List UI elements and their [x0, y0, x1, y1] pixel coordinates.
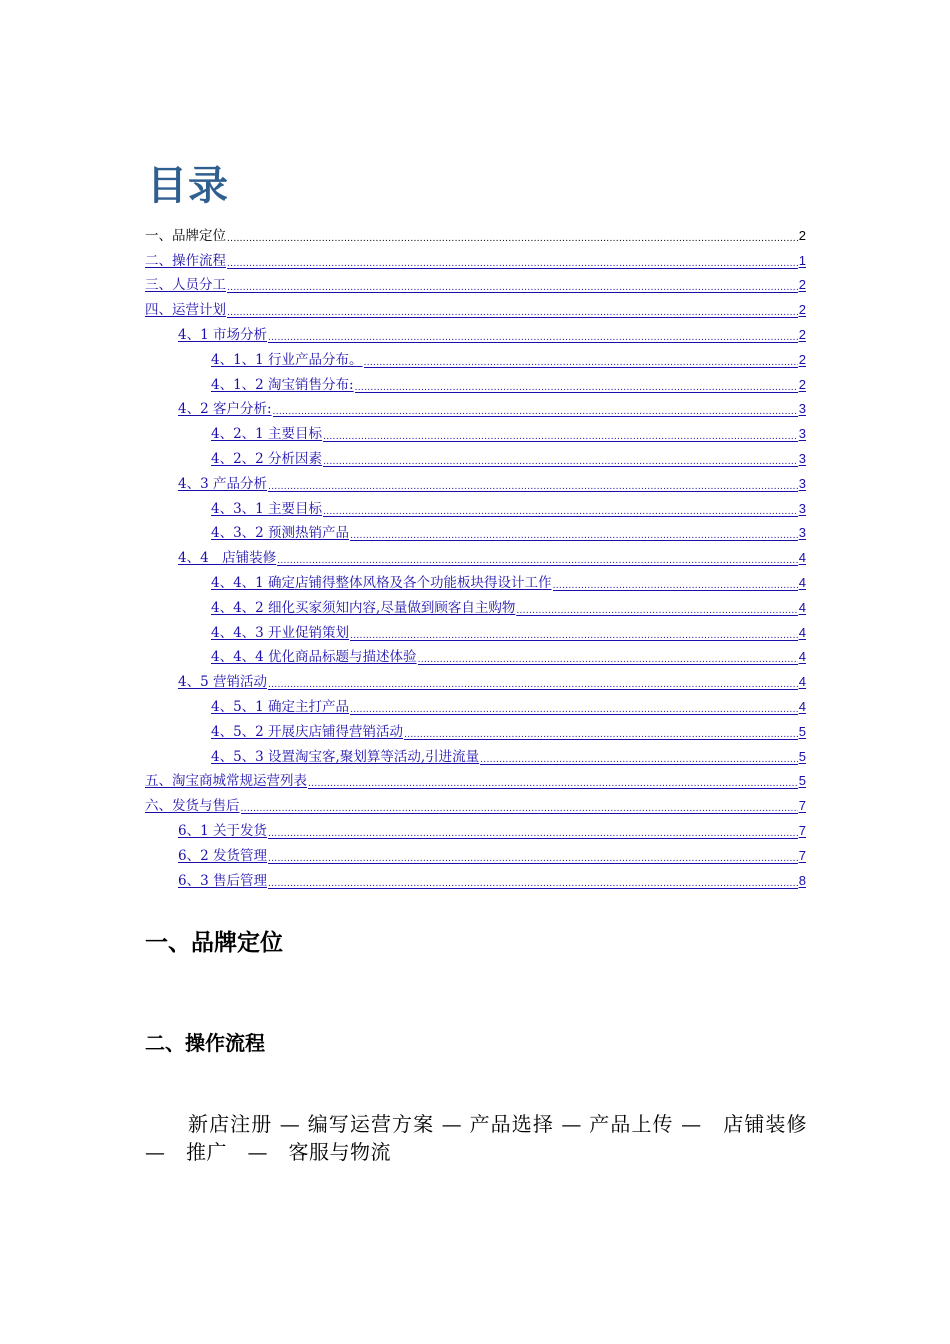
section-heading-flow: 二、操作流程: [145, 1031, 265, 1055]
section-heading-brand: 一、品牌定位: [145, 930, 283, 956]
toc-entry-text: 4、4、3 开业促销策划: [211, 624, 350, 641]
toc-dot-leader: [268, 481, 798, 493]
toc-entry[interactable]: [145, 542, 806, 567]
toc-entry-text: 四、运营计划: [145, 302, 226, 319]
toc-page-number: 2: [798, 302, 806, 318]
toc-entry[interactable]: [145, 518, 806, 543]
toc-entry-text: 4、3、1 主要目标: [211, 500, 323, 517]
toc-dot-leader: [364, 357, 798, 369]
toc-page-number: 4: [798, 698, 806, 714]
toc-dot-leader: [516, 605, 797, 617]
toc-entry-text: 4、5 营销活动: [178, 674, 267, 691]
toc-entry-text: 4、4、2 细化买家须知内容,尽量做到顾客自主购物: [211, 599, 516, 616]
toc-dot-leader: [227, 282, 798, 294]
toc-dot-leader: [227, 233, 798, 245]
toc-entry-text: 4、1、1 行业产品分布。: [211, 351, 363, 368]
toc-entry-text: 4、4、4 优化商品标题与描述体验: [211, 649, 417, 666]
toc-dot-leader: [480, 754, 798, 766]
toc-dot-leader: [308, 778, 798, 790]
toc-entry-text: 6、2 发货管理: [178, 847, 267, 864]
toc-dot-leader: [350, 630, 798, 642]
toc-dot-leader: [404, 729, 798, 741]
toc-entry-text: 4、3 产品分析: [178, 475, 267, 492]
toc-entry[interactable]: [145, 666, 806, 691]
toc-entry-text: 二、操作流程: [145, 252, 226, 269]
toc-entry-text: 4、3、2 预测热销产品: [211, 525, 350, 542]
toc-entry-text: 4、1、2 淘宝销售分布:: [211, 376, 354, 393]
toc-entry[interactable]: [145, 716, 806, 741]
toc-entry-text: 4、4、1 确定店铺得整体风格及各个功能板块得设计工作: [211, 574, 552, 591]
toc-dot-leader: [355, 382, 798, 394]
toc-page-number: 7: [798, 822, 806, 838]
toc-page-number: 3: [798, 450, 806, 466]
toc-entry-text: 4、5、2 开展庆店铺得营销活动: [211, 723, 404, 740]
toc-entry[interactable]: [145, 394, 806, 419]
toc-entry-text: 4、4 店铺装修: [178, 550, 277, 567]
toc-page-number: 4: [798, 674, 806, 690]
toc-dot-leader: [268, 332, 798, 344]
toc-page-number: 5: [798, 748, 806, 764]
toc-entry[interactable]: [145, 766, 806, 791]
toc-entry[interactable]: [145, 344, 806, 369]
toc-entry[interactable]: [145, 790, 806, 815]
toc-page-number: 8: [798, 872, 806, 888]
toc-entry-text: 6、1 关于发货: [178, 822, 267, 839]
toc-page-number: 2: [798, 277, 806, 293]
toc-page-number: 4: [798, 624, 806, 640]
toc-entry[interactable]: [145, 567, 806, 592]
toc-page-number: 2: [798, 376, 806, 392]
toc-entry[interactable]: [145, 418, 806, 443]
toc-dot-leader: [268, 878, 798, 890]
toc-entry[interactable]: [145, 468, 806, 493]
toc-entry: [145, 220, 806, 245]
toc-page-number: 2: [798, 326, 806, 342]
toc-entry-text: 4、5、3 设置淘宝客,聚划算等活动,引进流量: [211, 748, 480, 765]
toc-page-number: 2: [798, 351, 806, 367]
toc-entry-text: 六、发货与售后: [145, 798, 240, 815]
toc-dot-leader: [323, 506, 798, 518]
toc-entry[interactable]: [145, 741, 806, 766]
toc-entry[interactable]: [145, 865, 806, 890]
toc-dot-leader: [553, 580, 798, 592]
toc-entry-text: 4、1 市场分析: [178, 326, 267, 343]
toc-entry[interactable]: [145, 815, 806, 840]
toc-page-number: 1: [798, 252, 806, 268]
toc-entry[interactable]: [145, 592, 806, 617]
toc-page-number: 4: [798, 599, 806, 615]
toc-dot-leader: [241, 803, 798, 815]
toc-entry[interactable]: [145, 642, 806, 667]
toc-page-number: 7: [798, 847, 806, 863]
toc-page-number: 5: [798, 773, 806, 789]
toc-entry[interactable]: [145, 493, 806, 518]
toc-entry[interactable]: [145, 270, 806, 295]
toc-dot-leader: [350, 704, 798, 716]
toc-entry-text: 一、品牌定位: [145, 227, 226, 244]
toc-entry[interactable]: [145, 443, 806, 468]
toc-dot-leader: [418, 654, 798, 666]
toc-page-number: 2: [798, 227, 806, 243]
toc-entry-text: 五、淘宝商城常规运营列表: [145, 773, 307, 790]
toc-page-number: 4: [798, 649, 806, 665]
toc-dot-leader: [323, 456, 798, 468]
toc-entry[interactable]: [145, 245, 806, 270]
toc-entry-text: 4、5、1 确定主打产品: [211, 698, 350, 715]
toc-entry[interactable]: [145, 691, 806, 716]
toc-page-number: 4: [798, 550, 806, 566]
toc-page-number: 3: [798, 475, 806, 491]
toc-dot-leader: [277, 555, 798, 567]
toc-entry[interactable]: [145, 319, 806, 344]
toc-page-number: 3: [798, 500, 806, 516]
toc-page-number: 7: [798, 798, 806, 814]
toc-dot-leader: [273, 406, 798, 418]
toc-dot-leader: [268, 853, 798, 865]
toc-entry-text: 4、2、1 主要目标: [211, 426, 323, 443]
toc-entry-text: 三、人员分工: [145, 277, 226, 294]
toc-entry[interactable]: [145, 840, 806, 865]
toc-dot-leader: [227, 258, 798, 270]
toc-title: 目录: [147, 163, 229, 209]
toc-page-number: 3: [798, 401, 806, 417]
toc-dot-leader: [227, 307, 798, 319]
toc-dot-leader: [268, 828, 798, 840]
toc-dot-leader: [323, 431, 798, 443]
toc-page-number: 3: [798, 426, 806, 442]
toc-page-number: 5: [798, 723, 806, 739]
toc-entry[interactable]: [145, 617, 806, 642]
table-of-contents: [145, 220, 806, 890]
toc-entry-text: 6、3 售后管理: [178, 872, 267, 889]
flow-paragraph: 新店注册 — 编写运营方案 — 产品选择 — 产品上传 — 店铺装修 — 推广 — 客服与物流: [145, 1112, 828, 1164]
toc-dot-leader: [268, 679, 798, 691]
toc-dot-leader: [350, 530, 798, 542]
toc-page-number: 3: [798, 525, 806, 541]
toc-page-number: 4: [798, 574, 806, 590]
toc-entry[interactable]: [145, 369, 806, 394]
toc-entry-text: 4、2 客户分析:: [178, 401, 272, 418]
toc-entry-text: 4、2、2 分析因素: [211, 450, 323, 467]
toc-entry[interactable]: [145, 294, 806, 319]
